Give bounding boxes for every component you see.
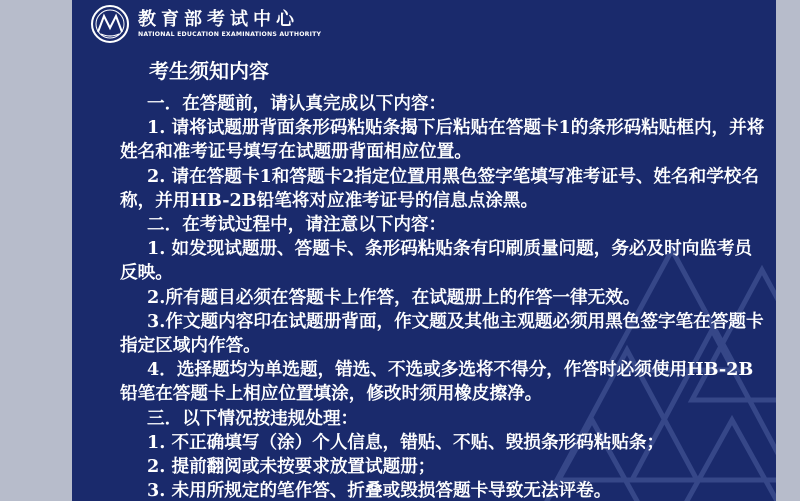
list-item: 3.作文题内容印在试题册背面，作文题及其他主观题必须用黑色签字笔在答题卡指定区域内作答。 xyxy=(120,310,764,357)
section-heading: 一．在答题前，请认真完成以下内容： xyxy=(147,93,447,114)
list-item: 2.所有题目必须在答题卡上作答，在试题册上的作答一律无效。 xyxy=(147,286,641,308)
list-item: 2. 请在答题卡1和答题卡2指定位置用黑色签字笔填写准考证号、姓名和学校名称，并用HB-2B铅笔将对应准考证号的信息点涂黑。 xyxy=(120,165,759,211)
list-item: 4．选择题均为单选题，错选、不选或多选将不得分，作答时必须使用HB-2B铅笔在答题卡上相应位置填涂，修改时须用橡皮擦净。 xyxy=(120,359,754,405)
left-margin xyxy=(0,0,72,501)
list-item: 3. 未用所规定的笔作答、折叠或毁损答题卡导致无法评卷。 xyxy=(147,480,612,501)
list-item: 1. 如发现试题册、答题卡、条形码粘贴条有印刷质量问题，务必及时向监考员反映。 xyxy=(120,238,753,284)
list-item: 1. 不正确填写（涂）个人信息，错贴、不贴、毁损条形码粘贴条； xyxy=(147,431,665,453)
logo-english-name: NATIONAL EDUCATION EXAMINATIONS AUTHORITY xyxy=(138,30,322,38)
section-heading: 二．在考试过程中，请注意以下内容： xyxy=(147,214,447,236)
list-item: 1. 请将试题册背面条形码粘贴条揭下后粘贴在答题卡1的条形码粘贴框内，并将姓名和准考证号填写在试题册背面相应位置。 xyxy=(120,117,765,163)
nea-emblem-icon xyxy=(90,4,130,44)
list-item: 2. 提前翻阅或未按要求放置试题册； xyxy=(147,456,436,478)
page-title: 考生须知内容 xyxy=(149,59,269,83)
right-margin xyxy=(776,0,800,501)
logo xyxy=(90,4,321,44)
instructions-body xyxy=(120,92,765,501)
section-heading: 三．以下情况按违规处理： xyxy=(147,407,359,429)
slide xyxy=(72,0,776,501)
logo-chinese-name: 教育部考试中心 xyxy=(138,8,299,30)
